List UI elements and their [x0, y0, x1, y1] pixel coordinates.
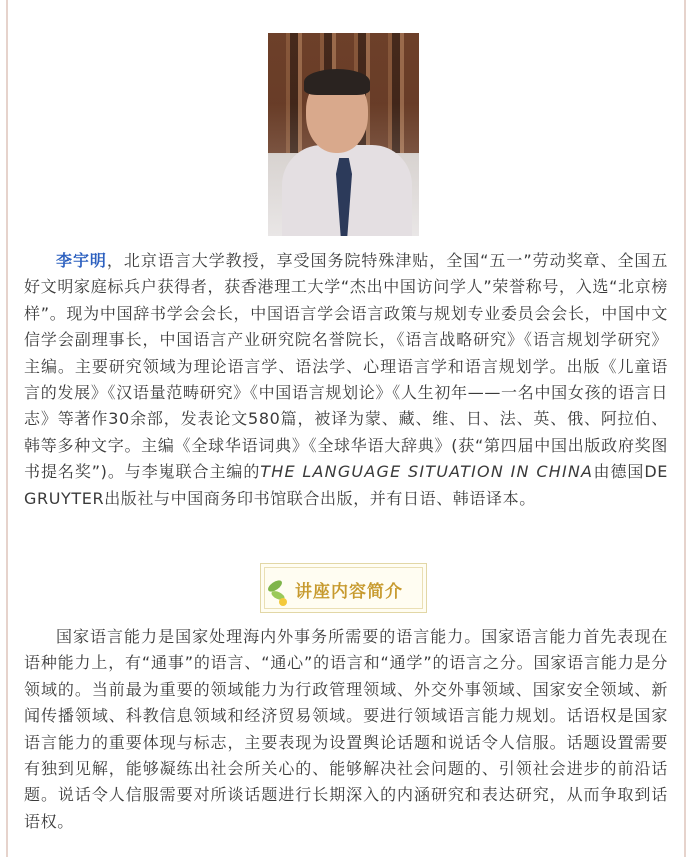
speaker-bio [24, 248, 668, 512]
flower-icon [279, 598, 287, 606]
speaker-photo [268, 33, 419, 236]
bio-text-2: 由德国DE GRUYTER出版社与中国商务印书馆联合出版，并有日语、韩语译本。 [24, 462, 668, 508]
speaker-name: 李宇明 [56, 251, 107, 270]
bio-text-1: ，北京语言大学教授，享受国务院特殊津贴，全国“五一”劳动奖章、全国五好文明家庭标兵户获得者，获香港理工大学“杰出中国访问学人”荣誉称号，入选“北京榜样”。现为中国辞书学会会长，中国语言学会语言政策与规划专业委员会会长，中国中文信学会副理事长，中国语言产业研究院名誉院长，《语言战略研究》《语言规划学研究》主编。主要研究领域为理论语言学、语法学、心理语言学和语言规划学。出版《儿童语言的发展》《汉语量范畴研究》《中国语言规划论》《人生初年——一名中国女孩的语言日志》等著作30余部，发表论文580篇，被译为蒙、藏、维、日、法、英、俄、阿拉伯、韩等多种文字。主编《全球华语词典》《全球华语大辞典》(获“第四届中国出版政府奖图书提名奖”)。与李嵬联合主编的 [24, 251, 668, 482]
section-title: 讲座内容简介 [295, 582, 403, 602]
lecture-summary: 国家语言能力是国家处理海内外事务所需要的语言能力。国家语言能力首先表现在语种能力上，有“通事”的语言、“通心”的语言和“通学”的语言之分。国家语言能力是分领域的。当前最为重要的领域能力为行政管理领域、外交外事领域、国家安全领域、新闻传播领域、科教信息领域和经济贸易领域。要进行领域语言能力规划。话语权是国家语言能力的重要体现与标志，主要表现为设置舆论话题和说话令人信服。话题设置需要有独到见解，能够凝练出社会所关心的、能够解决社会问题的、引领社会进步的前沿话题。说话令人信服需要对所谈话题进行长期深入的内涵研究和表达研究，从而争取到话语权。 [24, 627, 668, 831]
hair [304, 69, 370, 95]
section-badge [260, 563, 427, 613]
book-title: THE LANGUAGE SITUATION IN CHINA [260, 462, 594, 482]
